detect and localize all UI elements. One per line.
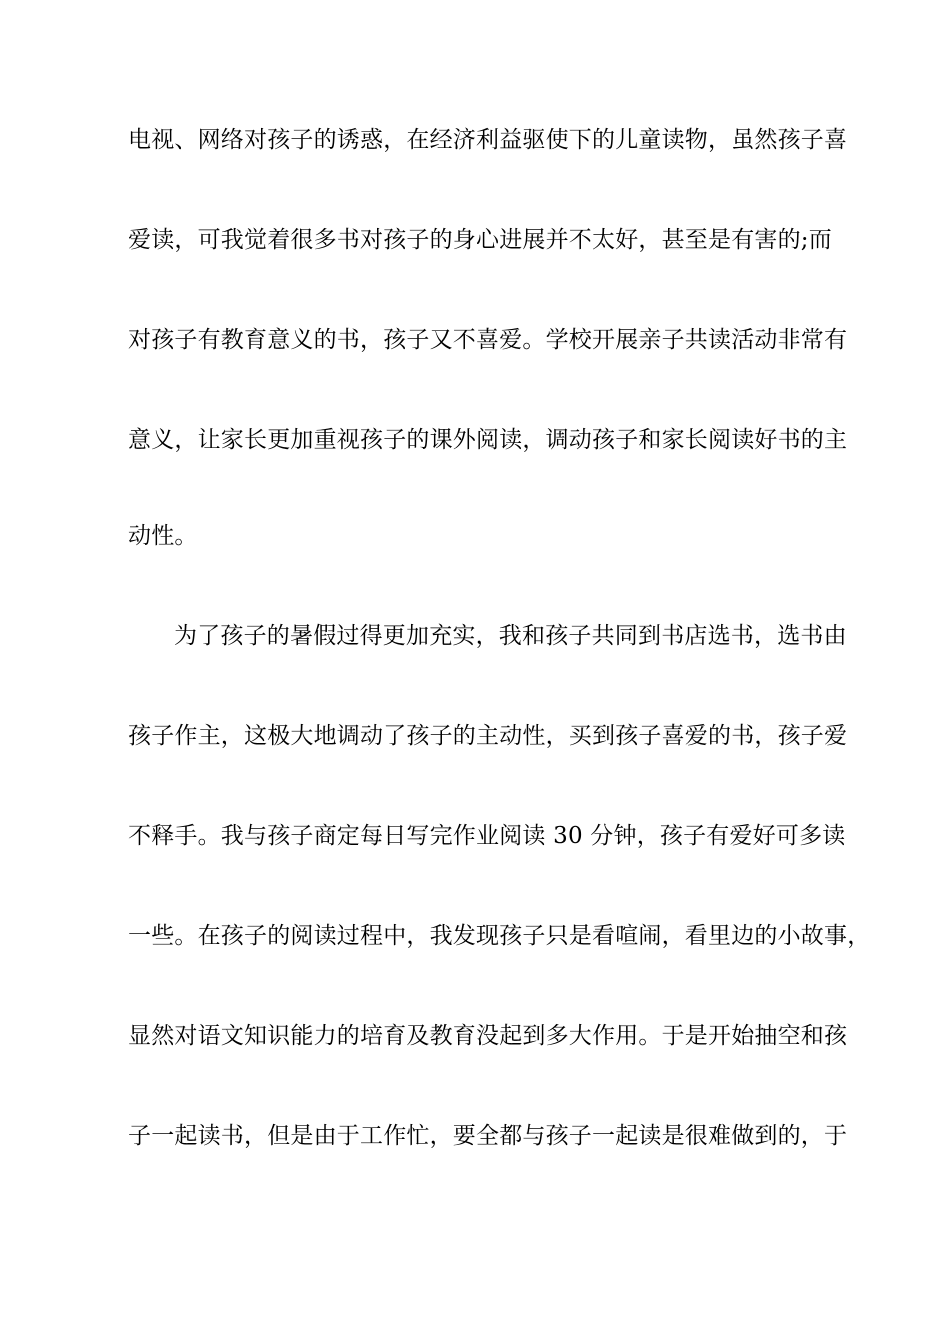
paragraph-2-line-2: 孩子作主，这极大地调动了孩子的主动性，买到孩子喜爱的书，孩子爱 [128,723,848,749]
paragraph-2-line-4: 一些。在孩子的阅读过程中，我发现孩子只是看喧闹，看里边的小故事， [128,923,871,949]
paragraph-1-line-2: 爱读，可我觉着很多书对孩子的身心进展并不太好，甚至是有害的;而 [128,227,832,253]
paragraph-2-line-6: 子一起读书，但是由于工作忙，要全都与孩子一起读是很难做到的，于 [128,1123,848,1149]
paragraph-1-line-3: 对孩子有教育意义的书，孩子又不喜爱。学校开展亲子共读活动非常有 [128,327,848,353]
paragraph-2-line-5: 显然对语文知识能力的培育及教育没起到多大作用。于是开始抽空和孩 [128,1023,848,1049]
paragraph-2-line-1: 为了孩子的暑假过得更加充实，我和孩子共同到书店选书，选书由 [174,623,847,649]
paragraph-1-line-4: 意义，让家长更加重视孩子的课外阅读，调动孩子和家长阅读好书的主 [128,427,848,453]
paragraph-1-line-5: 动性。 [128,523,198,549]
paragraph-1-line-1: 电视、网络对孩子的诱惑，在经济利益驱使下的儿童读物，虽然孩子喜 [128,127,848,153]
paragraph-2-line-3: 不释手。我与孩子商定每日写完作业阅读 30 分钟，孩子有爱好可多读 [128,823,846,849]
